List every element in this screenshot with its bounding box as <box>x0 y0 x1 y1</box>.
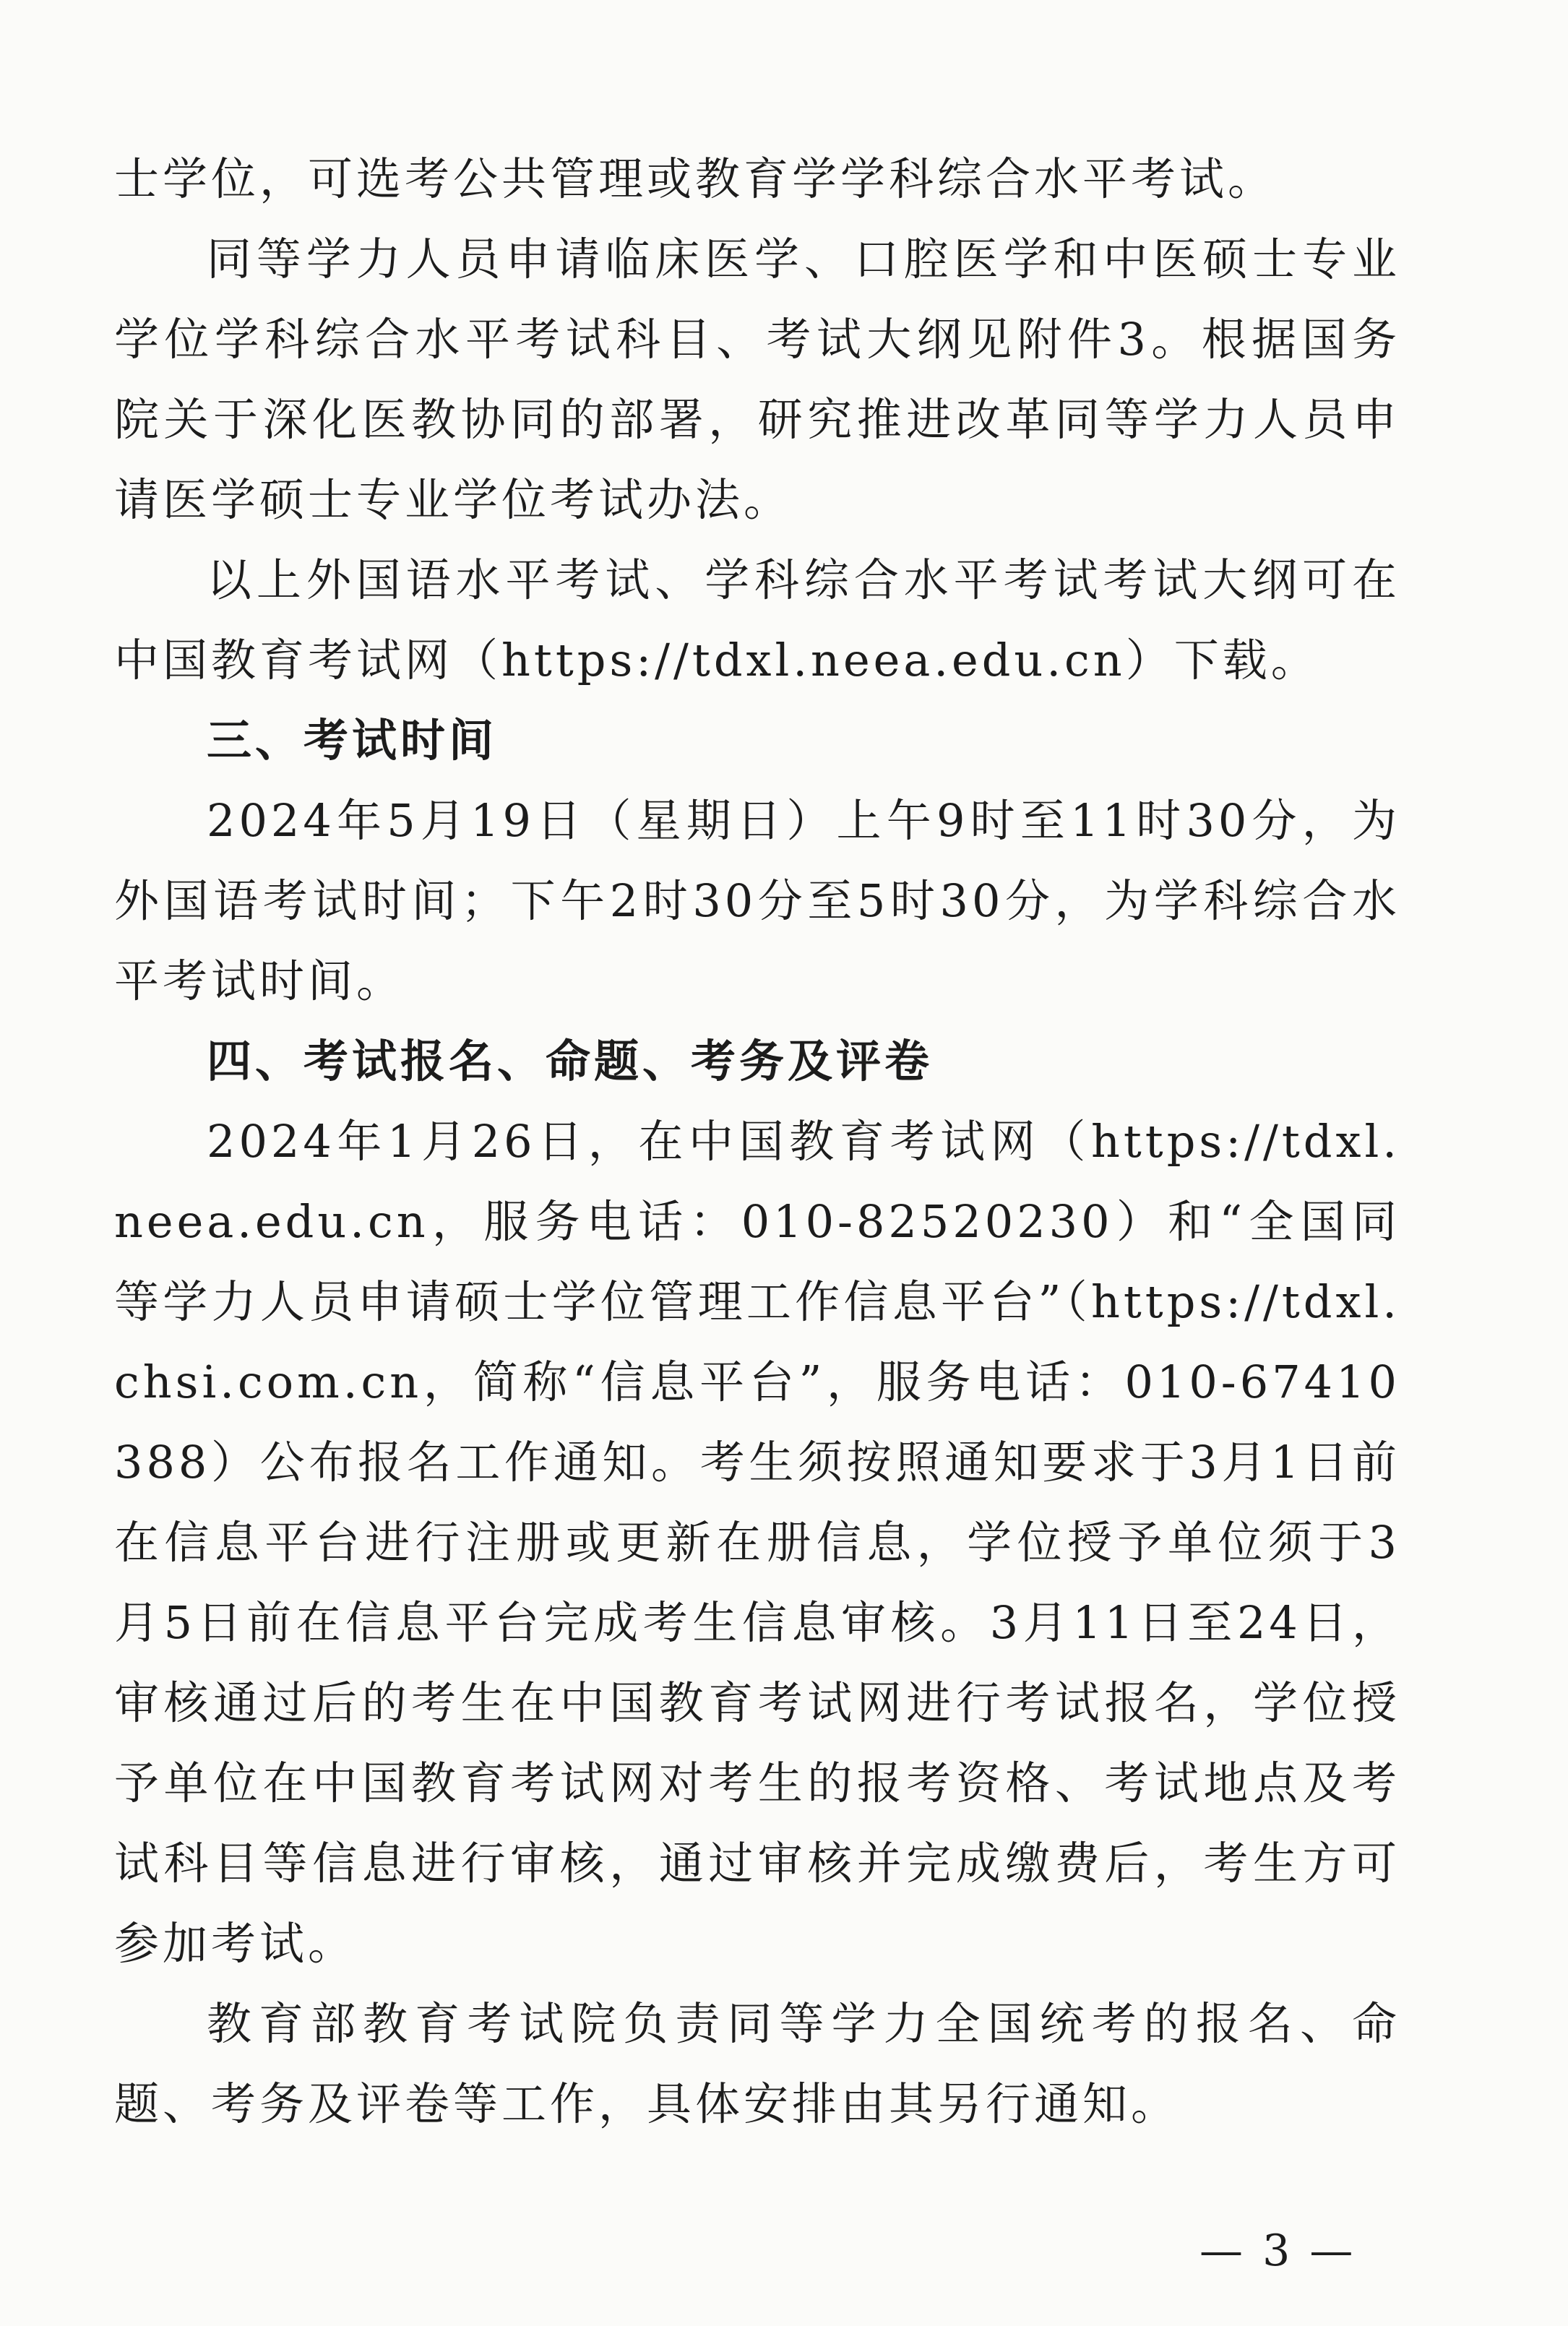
paragraph-medical-exam: 同等学力人员申请临床医学、口腔医学和中医硕士专业学位学科综合水平考试科目、考试大纲见附件3。根据国务院关于深化医教协同的部署，研究推进改革同等学力人员申请医学硕士专业学位考试办法。 <box>114 233 1400 526</box>
page-number: — 3 — <box>1199 2226 1356 2276</box>
section-heading-registration: 四、考试报名、命题、考务及评卷 <box>207 1035 934 1087</box>
paragraph-exam-time: 2024年5月19日（星期日）上午9时至11时30分，为外国语考试时间；下午2时30分至5时30分，为学科综合水平考试时间。 <box>114 794 1400 1007</box>
section-heading-exam-time: 三、考试时间 <box>207 714 498 767</box>
paragraph-responsibility: 教育部教育考试院负责同等学力全国统考的报名、命题、考务及评卷等工作，具体安排由其另行通知。 <box>114 1997 1400 2130</box>
document-body <box>114 139 1400 2144</box>
paragraph-syllabus-download: 以上外国语水平考试、学科综合水平考试考试大纲可在中国教育考试网（https://tdxl.neea.edu.cn）下载。 <box>114 553 1400 686</box>
paragraph-registration: 2024年1月26日，在中国教育考试网（https://tdxl.neea.edu.cn，服务电话：010-82520230）和“全国同等学力人员申请硕士学位管理工作信息平台”（https://tdxl.chsi.com.cn，简称“信息平台”，服务电话：010-67410388）公布报名工作通知。考生须按照通知要求于3月1日前在信息平台进行注册或更新在册信息，学位授予单位须于3月5日前在信息平台完成考生信息审核。3月11日至24日，审核通过后的考生在中国教育考试网进行考试报名，学位授予单位在中国教育考试网对考生的报考资格、考试地点及考试科目等信息进行审核，通过审核并完成缴费后，考生方可参加考试。 <box>114 1115 1400 1970</box>
paragraph-degree-option: 士学位，可选考公共管理或教育学学科综合水平考试。 <box>114 152 1277 205</box>
